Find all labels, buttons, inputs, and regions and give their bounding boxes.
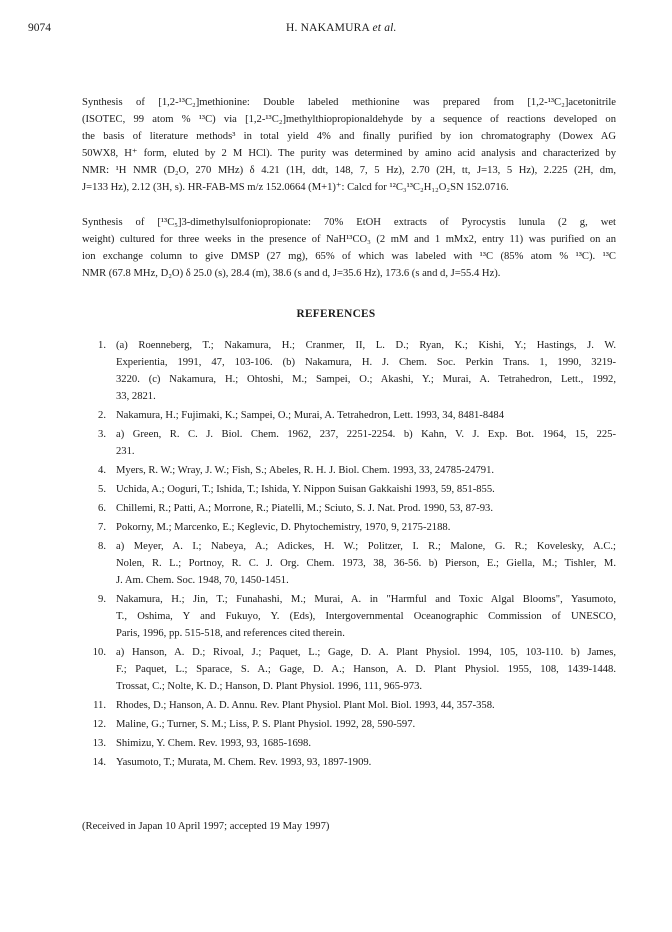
running-head-etal: et al. [372,22,397,34]
reference-line: 3220. (c) Nakamura, H.; Ohtoshi, M.; Sampei, O.; Akashi, Y.; Murai, A. Tetrahedron, Lett., 1992, [116,374,616,386]
paragraph-line: J=133 Hz), 2.12 (3H, s). HR-FAB-MS m/z 152.0664 (M+1)⁺: Calcd for ¹²C₃¹³C₂H₁₂O₂SN 152.0716. [82,182,509,194]
received-date-note: (Received in Japan 10 April 1997; accepted 19 May 1997) [82,821,330,832]
reference-number: 10. [92,646,106,658]
reference-line: Experientia, 1991, 47, 103-106. (b) Nakamura, H. J. Chem. Soc. Perkin Trans. 1, 1990, 3219- [116,357,616,369]
reference-line: Uchida, A.; Ooguri, T.; Ishida, T.; Ishida, Y. Nippon Suisan Gakkaishi 1993, 59, 851-855. [116,483,495,495]
reference-line: Yasumoto, T.; Murata, M. Chem. Rev. 1993, 93, 1897-1909. [116,756,372,768]
paragraph-line: weight) cultured for three weeks in the presence of NaH¹³CO₃ (2 mM and 1 mMx2, entry 11) was purified on an [82,234,616,246]
page-header [28,22,648,40]
page-number: 9074 [28,22,51,34]
reference-line: a) Green, R. C. J. Biol. Chem. 1962, 237, 2251-2254. b) Kahn, V. J. Exp. Bot. 1964, 15, 225- [116,429,616,441]
reference-line: a) Hanson, A. D.; Rivoal, J.; Paquet, L.; Gage, D. A. Plant Physiol. 1994, 105, 103-110. b) James, [116,646,616,658]
reference-line: (a) Roenneberg, T.; Nakamura, H.; Cranmer, II, L. D.; Ryan, K.; Kishi, Y.; Hastings, J. W. [116,340,616,351]
paragraph-line: NMR (67.8 MHz, D₂O) δ 25.0 (s), 28.4 (m), 38.6 (s and d, J=35.6 Hz), 173.6 (s and d, J=55.4 Hz). [82,268,501,280]
paragraph-line: Synthesis of [¹³C₅]3-dimethylsulfoniopropionate: 70% EtOH extracts of Pyrocystis lunula (2 g, wet [82,217,616,228]
reference-item [86,500,616,517]
reference-text [116,591,616,642]
reference-text [116,716,616,733]
reference-number: 7. [98,521,106,533]
reference-line: 33, 2821. [116,391,156,403]
reference-line: Maline, G.; Turner, S. M.; Liss, P. S. Plant Physiol. 1992, 28, 590-597. [116,718,416,730]
reference-text [116,754,616,771]
reference-item [86,426,616,460]
reference-line: Nolen, R. L.; Portnoy, R. C. J. Org. Chem. 1973, 38, 36-56. b) Pierson, E.; Giella, M.; Tishler, M. [116,557,616,569]
reference-item [86,407,616,424]
reference-number: 6. [98,502,106,514]
references-heading: REFERENCES [296,308,376,320]
reference-text [116,462,616,479]
reference-text [116,337,616,405]
reference-line: F.; Paquet, L.; Sparace, S. A.; Gage, D. A.; Hanson, A. D. Plant Physiol. 1955, 108, 1439-1448. [116,663,616,675]
reference-number: 1. [98,340,106,351]
reference-line: Nakamura, H.; Fujimaki, K.; Sampei, O.; Murai, A. Tetrahedron, Lett. 1993, 34, 8481-8484 [116,410,505,422]
reference-number: 8. [98,540,106,552]
reference-item [86,735,616,752]
reference-line: Pokorny, M.; Marcenko, E.; Keglevic, D. Phytochemistry, 1970, 9, 2175-2188. [116,521,451,533]
reference-line: Trossat, C.; Nolte, K. D.; Hanson, D. Plant Physiol. 1996, 111, 965-973. [116,680,423,692]
synthesis-methionine-paragraph [82,94,616,197]
reference-text [116,519,616,536]
reference-item [86,519,616,536]
reference-item [86,481,616,498]
reference-number: 3. [98,429,106,441]
reference-line: Rhodes, D.; Hanson, A. D. Annu. Rev. Plant Physiol. Plant Mol. Biol. 1993, 44, 357-358. [116,699,495,711]
paragraph-line: NMR: ¹H NMR (D₂O, 270 MHz) δ 4.21 (1H, ddt, 148, 7, 5 Hz), 2.70 (2H, tt, J=13, 5 Hz), 2.225 (2H, dm, [82,165,616,177]
synthesis-dmsp-paragraph [82,214,616,282]
reference-item [86,337,616,405]
reference-line: Chillemi, R.; Patti, A.; Morrone, R.; Piatelli, M.; Sciuto, S. J. Nat. Prod. 1990, 53, 87-93. [116,502,493,514]
reference-item [86,538,616,589]
reference-item [86,462,616,479]
reference-item [86,754,616,771]
paragraph-line: (ISOTEC, 99 atom % ¹³C) via [1,2-¹³C₂]methylthiopropionaldehyde by a sequence of reactions developed on [82,114,616,126]
reference-text [116,644,616,695]
reference-text [116,697,616,714]
reference-number: 2. [98,410,106,422]
reference-item [86,697,616,714]
reference-text [116,538,616,589]
running-head-author: H. NAKAMURA [286,22,370,34]
reference-text [116,426,616,460]
reference-number: 13. [92,737,106,749]
reference-text [116,735,616,752]
reference-line: 231. [116,446,135,458]
paragraph-line: the basis of literature methods³ in total yield 4% and finally purified by ion chromatography (Dowex AG [82,131,616,143]
reference-line: Myers, R. W.; Wray, J. W.; Fish, S.; Abeles, R. H. J. Biol. Chem. 1993, 33, 24785-24791. [116,465,495,477]
reference-text [116,407,616,424]
reference-item [86,591,616,642]
reference-number: 9. [98,593,106,605]
paragraph-line: 50WX8, H⁺ form, eluted by 2 M HCl). The purity was determined by amino acid analysis and characterized by [82,148,616,160]
reference-item [86,644,616,695]
reference-line: Nakamura, H.; Jin, T.; Funahashi, M.; Murai, A. in "Harmful and Toxic Algal Blooms", Yasumoto, [116,593,616,605]
reference-line: T., Oshima, Y and Fukuyo, Y. (Eds), Intergovernmental Oceanographic Commission of UNESCO, [116,610,616,622]
reference-number: 12. [92,718,106,730]
reference-number: 5. [98,483,106,495]
paragraph-line: ion exchange column to give DMSP (27 mg), 65% of which was labeled with ¹³C (85% atom % ¹³C). ¹³C [82,251,616,263]
reference-line: Shimizu, Y. Chem. Rev. 1993, 93, 1685-1698. [116,737,312,749]
reference-line: Paris, 1996, pp. 515-518, and references cited therein. [116,627,345,639]
reference-number: 4. [98,465,106,477]
reference-number: 14. [92,756,106,768]
reference-text [116,481,616,498]
references-list [86,337,616,772]
reference-number: 11. [93,699,106,711]
reference-item [86,716,616,733]
running-head [286,22,397,34]
reference-text [116,500,616,517]
paragraph-line: Synthesis of [1,2-¹³C₂]methionine: Double labeled methionine was prepared from [1,2-¹³C₂]acetonitrile [82,97,616,108]
reference-line: J. Am. Chem. Soc. 1948, 70, 1450-1451. [116,574,289,586]
reference-line: a) Meyer, A. I.; Nabeya, A.; Adickes, H. W.; Politzer, I. R.; Malone, G. R.; Kovelesky, A.C.; [116,540,616,552]
